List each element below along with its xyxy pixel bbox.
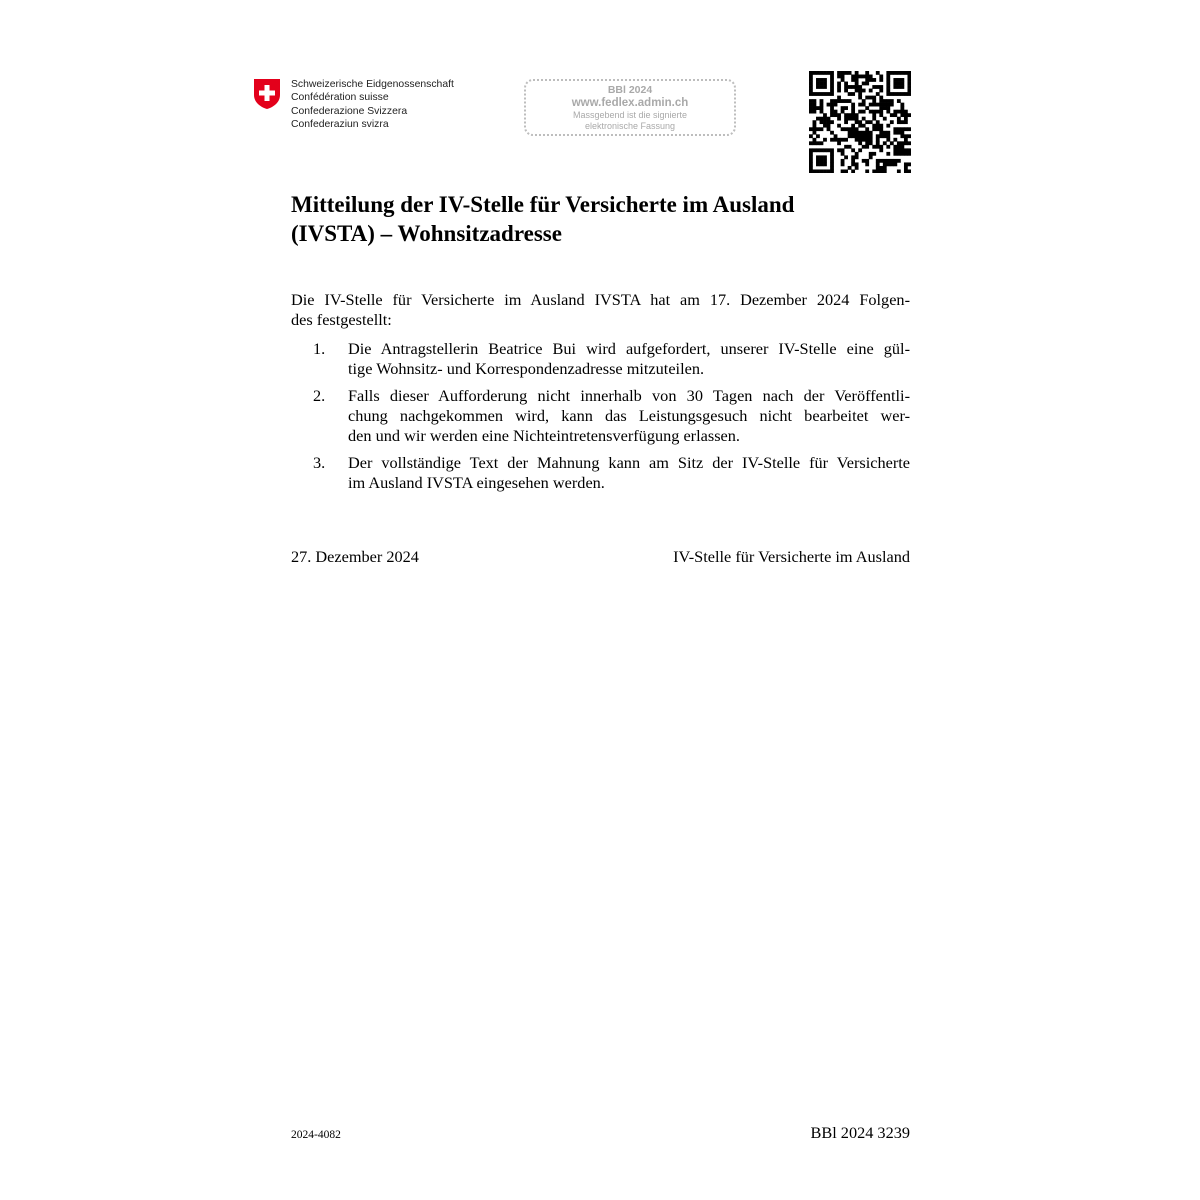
name-german: Schweizerische Eidgenossenschaft	[291, 79, 454, 90]
intro-line-1: Die IV-Stelle für Versicherte im Ausland IVSTA hat am 17. Dezember 2024 Folgen-	[291, 290, 910, 309]
list-item	[291, 386, 910, 446]
name-italian: Confederazione Svizzera	[291, 105, 408, 117]
stamp-bbl: BBl 2024	[607, 84, 653, 96]
document-id: 2024-4082	[291, 1129, 341, 1141]
name-french: Confédération suisse	[291, 92, 389, 104]
list-item-line: im Ausland IVSTA eingesehen werden.	[348, 473, 605, 492]
publication-stamp	[524, 79, 736, 136]
list-item-number: 2.	[313, 386, 326, 405]
list-item-line: Falls dieser Aufforderung nicht innerhalb von 30 Tagen nach der Veröffentli-	[348, 386, 910, 405]
list-item-line: tige Wohnsitz- und Korrespondenzadresse mitzuteilen.	[348, 359, 705, 378]
list-item-number: 3.	[313, 453, 326, 472]
document-title	[291, 190, 931, 248]
list-item-line: chung nachgekommen wird, kann das Leistungsgesuch nicht bearbeitet wer-	[348, 406, 910, 425]
list-item	[291, 453, 910, 493]
stamp-url[interactable]: www.fedlex.admin.ch	[571, 97, 689, 109]
title-line-2: (IVSTA) – Wohnsitzadresse	[291, 221, 562, 246]
intro-paragraph	[291, 290, 910, 330]
list-item-line: Die Antragstellerin Beatrice Bui wird aufgefordert, unserer IV-Stelle eine gül-	[348, 339, 910, 358]
numbered-list	[291, 339, 910, 500]
list-item	[291, 339, 910, 379]
bbl-reference: BBl 2024 3239	[810, 1123, 910, 1142]
list-item-line: Der vollständige Text der Mahnung kann am Sitz der IV-Stelle für Versicherte	[348, 453, 910, 472]
list-item-line: den und wir werden eine Nichteintretensverfügung erlassen.	[348, 426, 740, 445]
title-line-1: Mitteilung der IV-Stelle für Versicherte im Ausland	[291, 192, 795, 217]
signature-organization: IV-Stelle für Versicherte im Ausland	[673, 547, 910, 566]
confederation-names	[291, 78, 454, 132]
stamp-note-1: Massgebend ist die signierte	[572, 110, 688, 120]
name-romansh: Confederaziun svizra	[291, 119, 389, 131]
list-item-number: 1.	[313, 339, 326, 358]
intro-line-2: des festgestellt:	[291, 310, 392, 329]
signature-date: 27. Dezember 2024	[291, 547, 419, 566]
stamp-note-2: elektronische Fassung	[584, 121, 676, 131]
swiss-cross-icon	[253, 78, 281, 110]
qr-code-icon	[809, 71, 911, 173]
